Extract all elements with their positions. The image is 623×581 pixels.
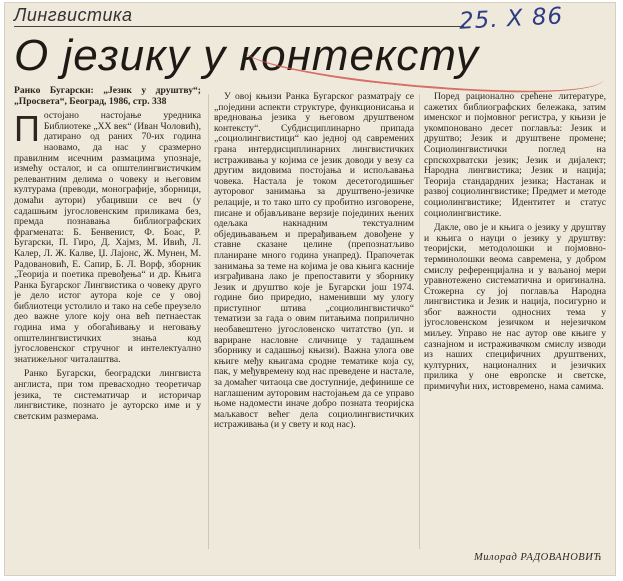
author-signature: Милорад РАДОВАНОВИЋ xyxy=(474,552,603,563)
column-divider xyxy=(419,94,420,549)
handwritten-date: 25. X 86 xyxy=(458,3,564,35)
article-title: О језику у контексту xyxy=(14,31,479,80)
paragraph: Поред рационално срећене литературе, сажетих библиографских бележака, затим именског и појмовног регистра, у књизи је укомпоновано десет поглавља: Језик и друштво; Језик и друштвене промене; Социолингвистички поглед на српскохрватски језик; Језик и дијалект; Народна лингвистика; Језик и нација; Теорија стандардних језика; Настанак и развој социолингвистике; Предмет и методе социолингвистике; Идентитет и статус социолингвистике. xyxy=(424,92,606,219)
column-2 xyxy=(214,92,414,542)
rubric-rule xyxy=(14,26,464,27)
section-rubric: Лингвистика xyxy=(14,5,133,25)
paragraph: Дакле, ово је и књига о језику у друштву и књига о науци о језику у друштву: теоријски, методолошки и појмовно-терминолошки веома савремена, у добром смислу референцијална и у ваљаној мери уравнотежено систематична и оригинална. Стожерна су јој поглавља Народна лингвистика и Језик и нација, посигурно и због важности односних тема у југословенском језичком и нејезичком миљеу. Управо не нас аутор ове књиге у сазнајном и истраживачком смислу изводи из наших специфичних друштвених, културних, националних и језичких прилика у оне европске и светске, примичући них, истовремено, нама самима. xyxy=(424,222,606,393)
paragraph xyxy=(14,108,201,365)
column-3 xyxy=(424,92,606,548)
paragraph: У овој књизи Ранка Бугарског разматрају се „поједини аспекти структуре, функционисања и вредновања језика у његовом друштвеном контексту“. Субдисциплинарно припада „социолингвистици“ као једној од савремених грана интердисциплинарних лингвистичких истраживања у којима се језик доводи у везу са другим видовима постојања и испољавања човека. Настала је током десетогодишњег ауторовог занимања за друштвено-језичке релације, и то тако што су пробитно изговорене, писане и објављиване верзије појединих њених одељака накнадним текстуалним обједињавањем и прерађивањем довођене у ставне сказане целине (препознатљиво планиране много година унапред). Прапочетак занимања за теме на којима је ова књига касније изграђивана лако је препоставити у зборнику Језик и друштво које је Бугарски још 1974. године био приредио, наменивши му улогу приступног штива „социолингвистичко“ тематизи за гада о овим питањима поприлично необавештено југословенско читатство (уп. и вариране насловне сличнице у тадашњем зборнику и садашњој књизи). Важна улога ове књиге међу књигама сродне тематике која су, пак, у међувремену код нас преведене и настале, за домаћег читаоца све доступније, дефинише се наглашеним ауторовим настојањем да се управо њоме надомести иначе добро позната теоријска маљкавост већег дела социолингвистичких истраживања (и у свету и код нас). xyxy=(214,92,414,431)
drop-cap: П xyxy=(14,108,40,150)
paragraph: Ранко Бугарски, београдски лингвиста англиста, при том превасходно теоретичар језика, те систематичар и историчар лингвистике, познато је ауторско име и у светским размерама. xyxy=(14,368,201,422)
column-1 xyxy=(14,86,201,546)
paragraph-text: остојано настојање уредника Библиотеке „XX век“ (Иван Чоловић), датирано од раних 70-их година наовамо, да нас у сразмерно правилним исечним размацима упознаје, измећу осталог, и са општелингвистичким релевантним делима о човеку и његовим културама (преводи, монографије, зборници, домаћи аутори) убацивши се веч (у садашњим југословенским приликама без, премда познавања библиографских фрагмената: Б. Бенвенист, Ф. Боас, Р. Бугарски, П. Гиро, Д. Хајмз, М. Ивић, Л. Калер, Л. Ж. Калве, Џ. Лајонс, Ж. Мунен, М. Радовановић, Е. Сапир, Б. Л. Ворф, зборник „Теорија и поетика превођења“ и др. Књига Ранка Бугарског Лингвистика о човеку друго је дело истог аутора које се у овој библиотеци устолило и тако на себе преузело део важне улоге коју она већ петнаестак година има у обогаћивању и неговању општелингвистичких знања код југословенског стручног и интелектуално знатижељног читалаштва. xyxy=(14,110,201,365)
column-divider xyxy=(208,94,209,549)
book-byline: Ранко Бугарски: „Језик у друштву“; „Просвета“, Београд, 1986, стр. 338 xyxy=(14,86,201,107)
newspaper-clipping xyxy=(4,2,616,576)
